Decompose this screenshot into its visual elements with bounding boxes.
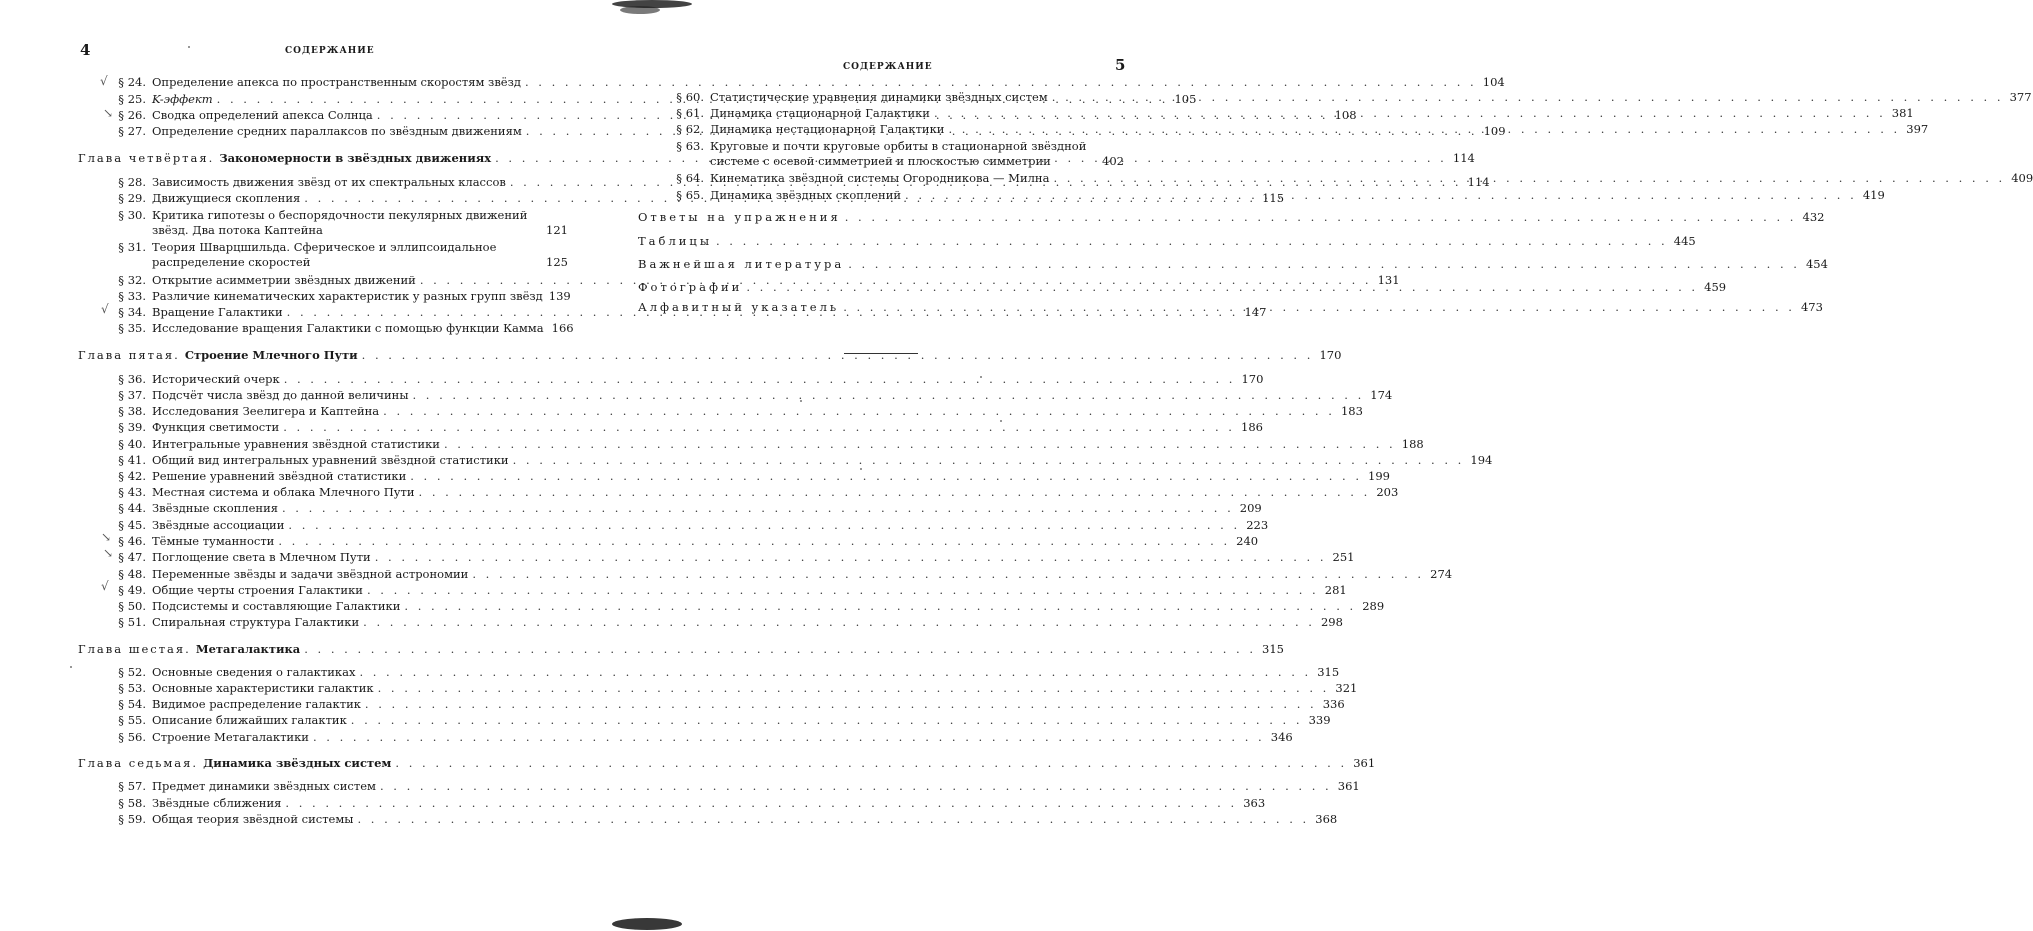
toc-entry[interactable]: § 58. Звёздные сближения . . . 363 [78,796,568,811]
toc-entry[interactable]: § 39. Функция светимости . . . 186 [78,420,568,435]
toc-entry[interactable]: § 50. Подсистемы и составляющие Галактики . . . 289 [78,599,568,614]
scan-smudge [612,918,682,930]
toc-entry[interactable]: § 36. Исторический очерк . . . 170 [78,372,568,387]
chapter-heading[interactable]: Глава пятая. Строение Млечного Пути . . . 170 [78,348,568,363]
scan-speck [860,468,862,470]
toc-backmatter[interactable]: Важнейшая литература . . . 454 [638,257,1124,272]
toc-entry[interactable]: § 27. Определение средних параллаксов по звёздным движениям . . . 109 [78,124,568,139]
toc-entry[interactable]: § 55. Описание ближайших галактик . . . 339 [78,713,568,728]
toc-entry[interactable]: § 47. Поглощение света в Млечном Пути . . . 251 [78,550,568,565]
toc-entry[interactable]: § 62. Динамика нестационарной Галактики . . . 397 [638,122,1124,137]
toc-entry[interactable]: § 42. Решение уравнений звёздной статистики . . . 199 [78,469,568,484]
toc-entry[interactable]: § 54. Видимое распределение галактик . . . 336 [78,697,568,712]
toc-entry[interactable]: § 35. Исследование вращения Галактики с помощью функции Камма 166 [118,321,574,335]
scan-speck [800,400,802,402]
scan-speck [188,46,190,48]
toc-entry[interactable]: § 46. Тёмные туманности . . . 240 [78,534,568,549]
toc-entry[interactable]: § 34. Вращение Галактики . . . 147 [78,305,568,320]
toc-backmatter[interactable]: Алфавитный указатель . . . 473 [638,300,1124,315]
toc-entry[interactable]: § 31. Теория Шварцшильда. Сферическое и эллипсоидальное распределение скоростей 125 [118,240,568,269]
toc-entry[interactable]: § 51. Спиральная структура Галактики . . . 298 [78,615,568,630]
toc-entry[interactable]: § 48. Переменные звёзды и задачи звёздной астрономии . . . 274 [78,567,568,582]
toc-entry[interactable]: § 59. Общая теория звёздной системы . . . 368 [78,812,568,827]
toc-entry[interactable]: § 44. Звёздные скопления . . . 209 [78,501,568,516]
toc-entry[interactable]: § 33. Различие кинематических характеристик у разных групп звёзд 139 [118,289,571,303]
toc-entry[interactable]: § 28. Зависимость движения звёзд от их спектральных классов . . . 114 [78,175,568,190]
toc-entry[interactable]: § 41. Общий вид интегральных уравнений звёздной статистики . . . 194 [78,453,568,468]
toc-entry[interactable]: § 64. Кинематика звёздной системы Огородникова — Милна . . . 409 [638,171,1124,186]
page-number: 5 [1115,56,1126,74]
check-mark-icon: ↘ [103,106,114,120]
check-mark-icon: √ [100,74,108,88]
toc-backmatter[interactable]: Таблицы . . . 445 [638,234,1124,249]
check-mark-icon: √ [101,579,109,593]
chapter-heading[interactable]: Глава шестая. Метагалактика . . . 315 [78,642,568,657]
check-mark-icon: ↘ [103,546,114,560]
scan-speck [980,376,982,378]
toc-entry[interactable]: § 43. Местная система и облака Млечного Пути . . . 203 [78,485,568,500]
toc-entry[interactable]: § 45. Звёздные ассоциации . . . 223 [78,518,568,533]
scan-speck [70,666,72,668]
toc-entry[interactable]: § 38. Исследования Зеелигера и Каптейна . . . 183 [78,404,568,419]
check-mark-icon: √ [101,302,109,316]
toc-entry[interactable]: § 26. Сводка определений апекса Солнца . . . 108 [78,108,568,123]
toc-entry[interactable]: § 32. Открытие асимметрии звёздных движений . . . 131 [78,273,568,288]
toc-entry[interactable]: § 25. K-эффект . . . 105 [78,92,568,107]
toc-entry[interactable]: § 49. Общие черты строения Галактики . . . 281 [78,583,568,598]
toc-entry[interactable]: § 52. Основные сведения о галактиках . . . 315 [78,665,568,680]
scan-speck [1000,420,1002,422]
toc-backmatter[interactable]: Ответы на упражнения . . . 432 [638,210,1124,225]
toc-entry[interactable]: § 53. Основные характеристики галактик . . . 321 [78,681,568,696]
chapter-heading[interactable]: Глава четвёртая. Закономерности в звёздных движениях . . . 114 [78,151,568,166]
toc-backmatter[interactable]: Фотографии . . . 459 [638,280,1124,295]
toc-entry[interactable]: § 40. Интегральные уравнения звёздной статистики . . . 188 [78,437,568,452]
scan-smudge [620,6,660,14]
toc-entry[interactable]: § 65. Динамика звёздных скоплений . . . 419 [638,188,1124,203]
toc-entry[interactable]: § 60. Статистические уравнения динамики звёздных систем . . . 377 [638,90,1124,105]
toc-entry[interactable]: § 57. Предмет динамики звёздных систем . . . 361 [78,779,568,794]
chapter-heading[interactable]: Глава седьмая. Динамика звёздных систем . . . 361 [78,756,568,771]
toc-entry[interactable]: § 29. Движущиеся скопления . . . 115 [78,191,568,206]
running-head: СОДЕРЖАНИЕ [285,46,375,56]
end-rule [844,353,918,354]
running-head: СОДЕРЖАНИЕ [843,62,933,72]
check-mark-icon: ↘ [101,530,112,544]
toc-entry[interactable]: § 24. Определение апекса по пространственным скоростям звёзд . . . 104 [78,75,568,90]
toc-entry[interactable]: § 61. Динамика стационарной Галактики . . . 381 [638,106,1124,121]
toc-entry[interactable]: § 63. Круговые и почти круговые орбиты в стационарной звёздной системе с осевой симметрией и плоскостью симметрии 402 [676,139,1124,168]
page-number: 4 [80,41,91,59]
toc-entry[interactable]: § 30. Критика гипотезы о беспорядочности пекулярных движений звёзд. Два потока Каптейна 121 [118,208,568,237]
toc-entry[interactable]: § 37. Подсчёт числа звёзд до данной величины . . . 174 [78,388,568,403]
toc-entry[interactable]: § 56. Строение Метагалактики . . . 346 [78,730,568,745]
